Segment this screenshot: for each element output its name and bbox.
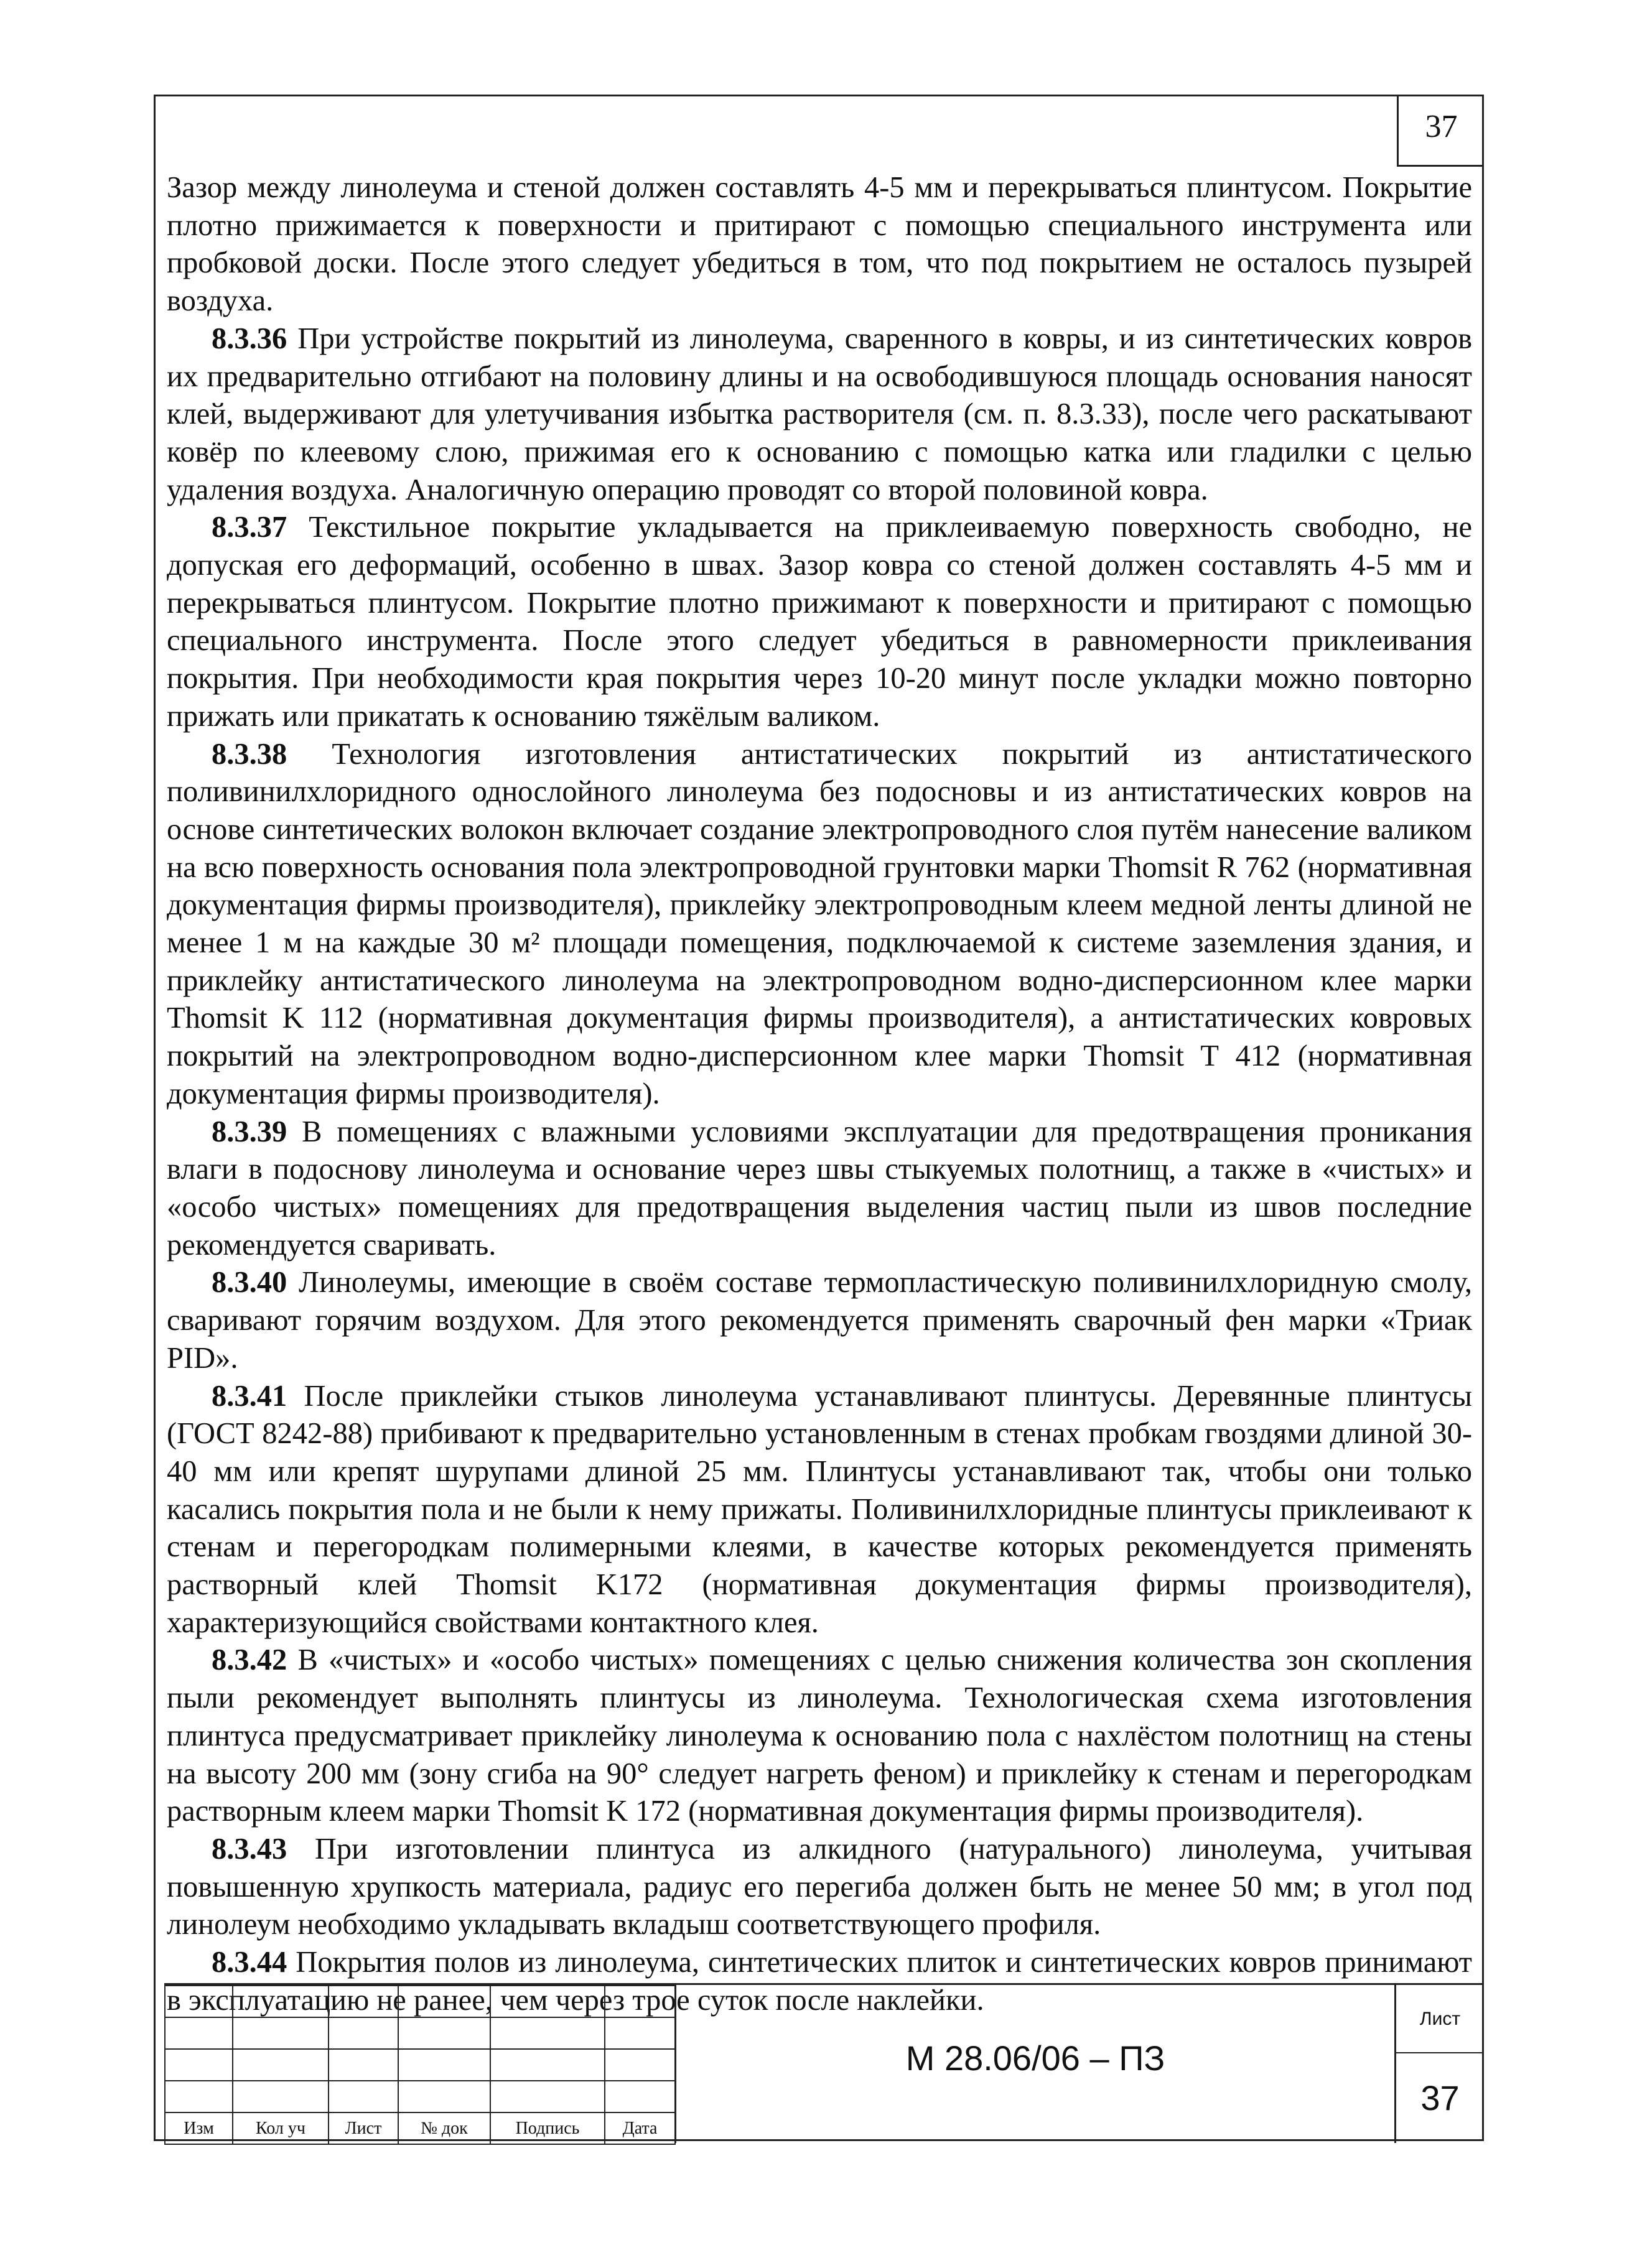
paragraph	[167, 320, 1472, 509]
clause-number: 8.3.38	[212, 737, 287, 771]
paragraph	[167, 1378, 1472, 1642]
paragraph-text: Текстильное покрытие укладывается на приклеиваемую поверхность свободно, не допуская его деформаций, особенно в швах. Зазор ковра со стеной должен составлять 4-5 мм и перекрываться плинтусом. Покрытие плотно прижимают к поверхности и притирают с помощью специального инструмента. После этого следует убедиться в равномерности приклеивания покрытия. При необходимости края покрытия через 10-20 минут после укладки можно повторно прижать или прикатать к основанию тяжёлым валиком.	[167, 511, 1472, 733]
paragraph	[167, 1264, 1472, 1377]
title-block	[164, 1983, 1484, 2141]
column-label: Лист	[329, 2112, 398, 2144]
column-label: Изм	[165, 2112, 233, 2144]
paragraph	[167, 1831, 1472, 1944]
paragraph-text: Технология изготовления антистатических покрытий из антистатического поливинилхлоридного однослойного линолеума без подосновы и из антистатических ковров на основе синтетических волокон включает создание электропроводного слоя путём нанесение валиком на всю поверхность основания пола электропроводной грунтовки марки Thomsit R 762 (нормативная документация фирмы производителя), приклейку электропроводным клеем медной ленты длиной не менее 1 м на каждые 30 м² площади помещения, подключаемой к системе заземления здания, и приклейку антистатического линолеума на электропроводном водно-дисперсионном клее марки Thomsit K 112 (нормативная документация фирмы производителя), а антистатических ковровых покрытий на электропроводном водно-дисперсионном клее марки Thomsit T 412 (нормативная документация фирмы производителя).	[167, 737, 1473, 1110]
clause-number: 8.3.43	[212, 1832, 287, 1866]
paragraph	[167, 736, 1472, 1113]
column-label: Кол уч	[233, 2112, 329, 2144]
clause-number: 8.3.42	[212, 1643, 287, 1677]
paragraph-text: При устройстве покрытий из линолеума, сваренного в ковры, и из синтетических ковров их предварительно отгибают на половину длины и на освободившуюся площадь основания наносят клей, выдерживают для улетучивания избытка растворителя (см. п. 8.3.33), после чего раскатывают ковёр по клеевому слою, прижимая его к основанию с помощью катка или гладилки с целью удаления воздуха. Аналогичную операцию проводят со второй половиной ковра.	[167, 322, 1472, 506]
paragraph	[167, 1642, 1472, 1831]
page-number: 37	[1397, 95, 1484, 167]
clause-number: 8.3.39	[212, 1115, 287, 1148]
clause-number: 8.3.41	[212, 1379, 287, 1413]
paragraph-text: После приклейки стыков линолеума устанавливают плинтусы. Деревянные плинтусы (ГОСТ 8242-88) прибивают к предварительно установленным в стенах пробкам гвоздями длиной 30-40 мм или крепят шурупами длиной 25 мм. Плинтусы устанавливают так, чтобы они только касались покрытия пола и не были к нему прижаты. Поливинилхлоридные плинтусы приклеивают к стенам и перегородкам полимерными клеями, в качестве которых рекомендуется применять растворный клей Thomsit K172 (нормативная документация фирмы производителя), характеризующийся свойствами контактного клея.	[167, 1379, 1473, 1639]
paragraph-text: В помещениях с влажными условиями эксплуатации для предотвращения проникания влаги в подоснову линолеума и основание через швы стыкуемых полотнищ, а также в «чистых» и «особо чистых» помещениях для предотвращения выделения частиц пыли из швов последние рекомендуется сваривать.	[167, 1115, 1473, 1262]
clause-number: 8.3.36	[212, 322, 287, 355]
document-designation: М 28.06/06 – ПЗ	[674, 1985, 1396, 2143]
clause-number: 8.3.44	[212, 1946, 287, 1979]
revision-table	[164, 1985, 676, 2145]
paragraph-text: В «чистых» и «особо чистых» помещениях с целью снижения количества зон скопления пыли рекомендует выполнять плинтусы из линолеума. Технологическая схема изготовления плинтуса предусматривает приклейку линолеума к основанию пола с нахлёстом полотнищ на стены на высоту 200 мм (зону сгиба на 90° следует нагреть феном) и приклейку к стенам и перегородкам растворным клеем марки Thomsit K 172 (нормативная документация фирмы производителя).	[167, 1643, 1473, 1828]
column-label: № док	[398, 2112, 490, 2144]
paragraph-text: При изготовлении плинтуса из алкидного (натурального) линолеума, учитывая повышенную хрупкость материала, радиус его перегиба должен быть не менее 50 мм; в угол под линолеум необходимо укладывать вкладыш соответствующего профиля.	[167, 1832, 1472, 1941]
paragraph-text: Покрытия полов из линолеума, синтетических плиток и синтетических ковров принимают в эксплуатацию не ранее, чем через трое суток после наклейки.	[167, 1946, 1473, 2017]
sheet-label: Лист	[1396, 1985, 1484, 2053]
paragraph	[167, 169, 1472, 320]
document-body	[167, 169, 1472, 2019]
paragraph	[167, 509, 1472, 735]
column-label: Подпись	[490, 2112, 605, 2144]
clause-number: 8.3.37	[212, 511, 287, 544]
column-label: Дата	[605, 2112, 675, 2144]
paragraph	[167, 1113, 1472, 1265]
paragraph-text: Зазор между линолеума и стеной должен составлять 4-5 мм и перекрываться плинтусом. Покрытие плотно прижимается к поверхности и притирают с помощью специального инструмента или пробковой доски. После этого следует убедиться в том, что под покрытием не осталось пузырей воздуха.	[167, 171, 1472, 318]
paragraph-text: Линолеумы, имеющие в своём составе термопластическую поливинилхлоридную смолу, сваривают горячим воздухом. Для этого рекомендуется применять сварочный фен марки «Триак PID».	[167, 1266, 1473, 1375]
clause-number: 8.3.40	[212, 1266, 287, 1299]
sheet-number: 37	[1420, 2078, 1460, 2117]
